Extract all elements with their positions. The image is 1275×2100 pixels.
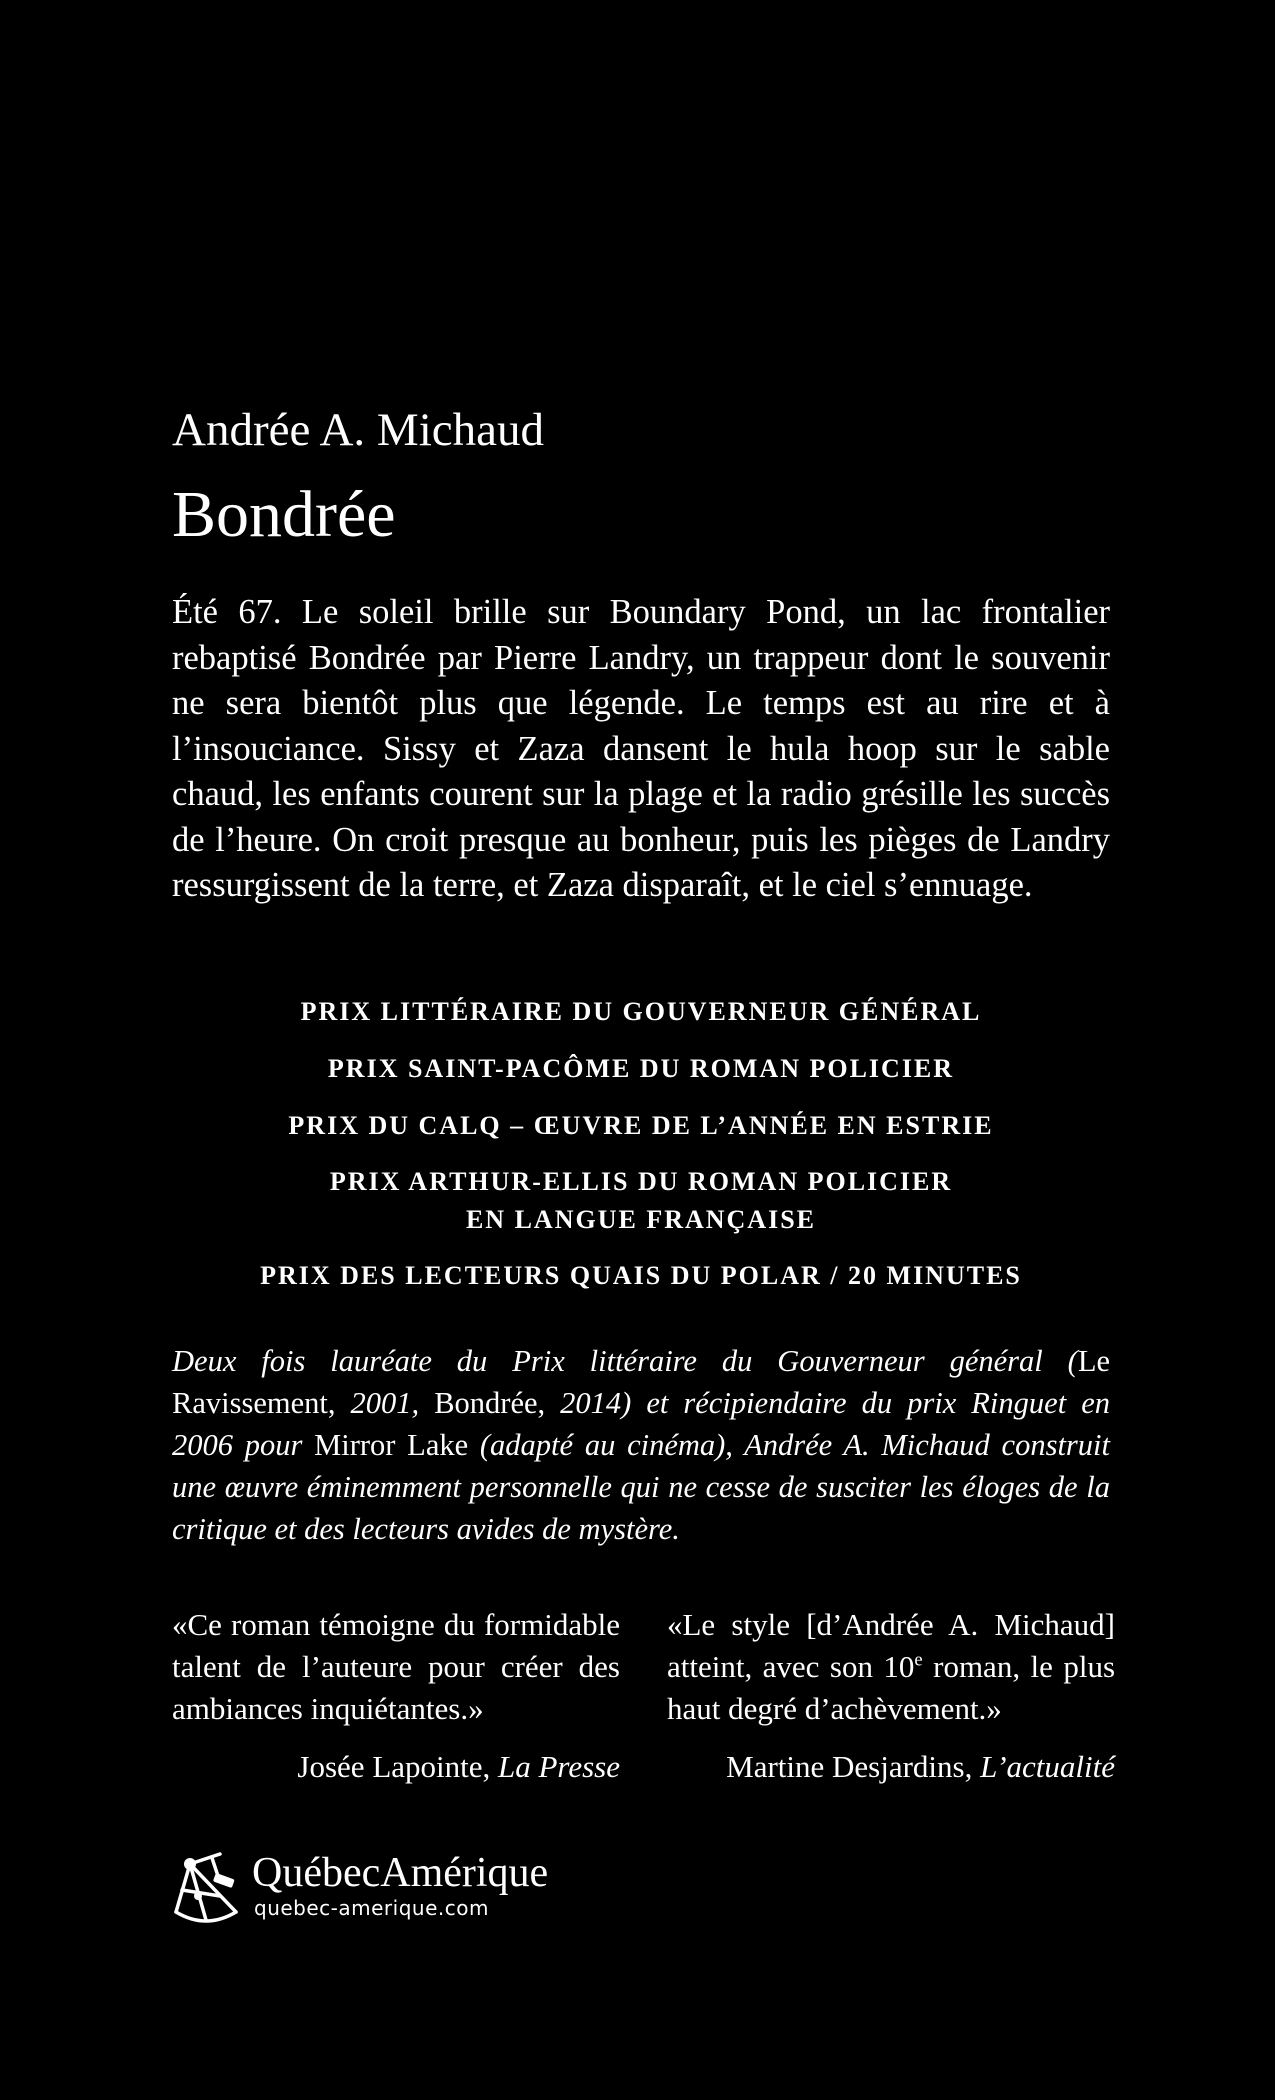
- publisher-name: QuébecAmérique: [252, 1850, 549, 1896]
- quote-text-part: «Le style [d’Andrée A. Michaud] atteint, avec son 10: [667, 1607, 1115, 1684]
- prize-item: [172, 1163, 1110, 1239]
- sextant-icon: [168, 1850, 244, 1930]
- prize-line: EN LANGUE FRANÇAISE: [465, 1205, 817, 1234]
- bio-text: (adapté au cinéma), Andrée A. Michaud construit une œuvre éminemment personnelle qui ne cesse de susciter les éloges de la critique et des lecteurs avides de mystère.: [172, 1428, 1111, 1546]
- bio-text: Deux fois lauréate du Prix littéraire du Gouverneur général (: [172, 1344, 1078, 1378]
- prize-item: PRIX LITTÉRAIRE DU GOUVERNEUR GÉNÉRAL: [300, 997, 982, 1026]
- prizes-list: [172, 992, 1110, 1313]
- quote-text: [667, 1604, 1115, 1730]
- quote-author: Martine Desjardins,: [726, 1749, 981, 1784]
- prize-item: PRIX DES LECTEURS QUAIS DU POLAR / 20 MINUTES: [260, 1261, 1022, 1290]
- author-name: Andrée A. Michaud: [172, 404, 544, 456]
- review-quote: [667, 1604, 1115, 1788]
- publisher-website: quebec-amerique.com: [254, 1896, 489, 1920]
- review-quote: [172, 1604, 620, 1788]
- prize-item: PRIX DU CALQ – ŒUVRE DE L’ANNÉE EN ESTRIE: [288, 1111, 994, 1140]
- quote-text-part: roman, le plus haut degré d’achèvement.»: [667, 1649, 1116, 1726]
- quote-source: La Presse: [498, 1749, 620, 1784]
- quote-attribution: [172, 1746, 620, 1788]
- bio-book-title: Le Ravissement,: [172, 1344, 1110, 1420]
- bio-book-title: Bondrée,: [434, 1386, 546, 1420]
- quote-source: L’actualité: [980, 1749, 1115, 1784]
- prize-item: PRIX SAINT-PACÔME DU ROMAN POLICIER: [327, 1054, 955, 1083]
- publisher-logo: [168, 1850, 568, 1930]
- bio-text: 2001,: [335, 1386, 435, 1420]
- synopsis: Été 67. Le soleil brille sur Boundary Pond, un lac frontalier rebaptisé Bondrée par Pierre Landry, un trappeur dont le souvenir ne sera bientôt plus que légende. Le temps est au rire et à l’insouciance. Sissy et Zaza dansent le hula hoop sur le sable chaud, les enfants courent sur la plage et la radio grésille les succès de l’heure. On croit presque au bonheur, puis les pièges de Landry ressurgissent de la terre, et Zaza disparaît, et le ciel s’ennuage.: [172, 593, 1110, 904]
- quote-attribution: [667, 1746, 1115, 1788]
- prize-line: PRIX ARTHUR-ELLIS DU ROMAN POLICIER: [329, 1167, 953, 1196]
- bio-text: 2014) et récipiendaire du prix Ringuet en 2006 pour: [172, 1386, 1110, 1462]
- author-bio: [172, 1340, 1110, 1550]
- quote-superscript: e: [914, 1649, 923, 1671]
- quote-text: «Ce roman témoigne du formidable talent de l’auteure pour créer des ambiances inquiétantes.»: [172, 1607, 620, 1726]
- book-title: Bondrée: [172, 478, 396, 551]
- quote-author: Josée Lapointe,: [297, 1749, 498, 1784]
- bio-book-title: Mirror Lake: [314, 1428, 469, 1462]
